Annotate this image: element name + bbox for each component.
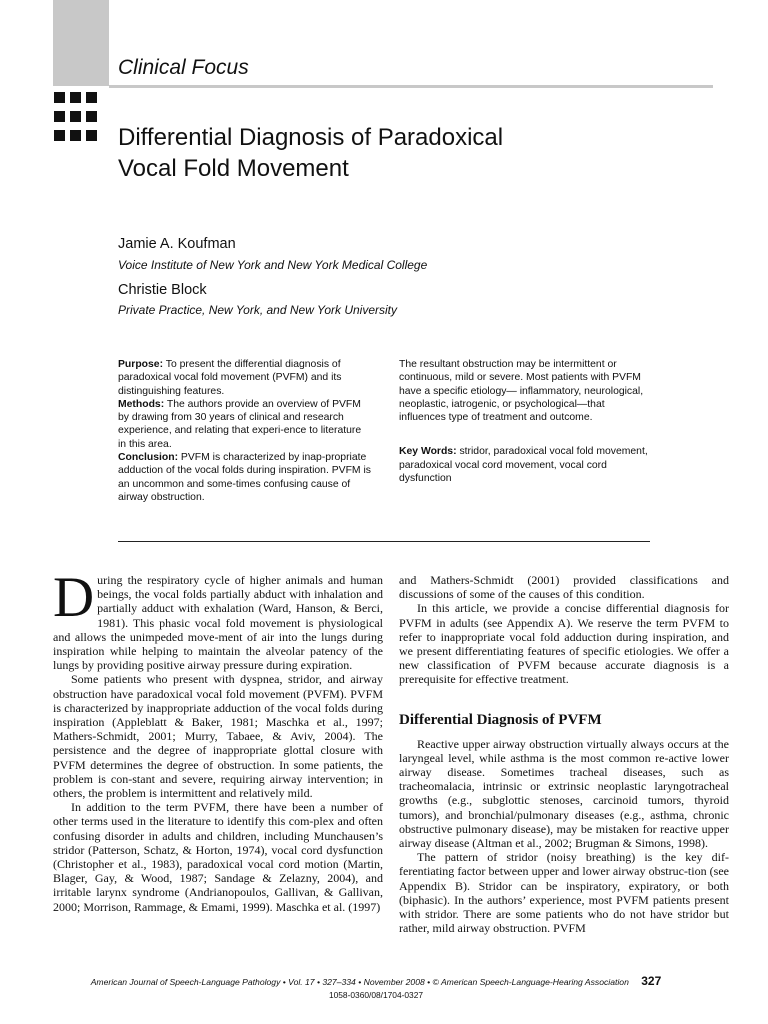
abstract-right [399,358,649,485]
body-paragraph: The pattern of stridor (noisy breathing) is the key dif-ferentiating factor between upper and lower airway obstruc-tion (see Appendix B). Stridor can be inspiratory, expiratory, or both (biphasic). In the authors’ experience, most PVFM patients present with stridor. There are some patients who do not have stridor but rather, mild airway obstruction. PVFM [399,850,729,936]
abstract-left [118,358,372,504]
author-affiliation: Private Practice, New York, and New York University [118,303,397,317]
title-line-2: Vocal Fold Movement [118,155,349,182]
body-paragraph: Some patients who present with dyspnea, stridor, and airway obstruction have paradoxical vocal fold movement (PVFM). PVFM is characterized by inappropriate adduction of the vocal folds during inspiration (Appleblatt & Baker, 1981; Maschka et al., 1997; Mathers-Schmidt, 2001; Murry, Tabaee, & Aviv, 2004). The persistence and the degree of inappropriate glottal closure with PVFM determines the degree of obstruction. In some patients, the problem is con-stant and severe, requiring airway intervention; in others, the problem is intermittent and relatively mild. [53,672,383,801]
section-label: Clinical Focus [118,56,249,79]
article-title [118,122,678,184]
body-column-left [53,566,383,914]
journal-citation: American Journal of Speech-Language Pathology • Vol. 17 • 327–334 • November 2008 • © American Speech-Language-Hearing Association [90,977,629,987]
footer-citation [40,974,712,988]
section-heading: Differential Diagnosis of PVFM [399,711,602,728]
header-gray-block [53,0,109,86]
author-name: Jamie A. Koufman [118,236,236,252]
footer-doi: 1058-0360/08/1704-0327 [328,990,424,1000]
methods-label: Methods: [118,398,165,410]
purpose-label: Purpose: [118,359,164,370]
drop-cap: D [53,566,95,629]
body-paragraph: During the respiratory cycle of higher animals and human beings, the vocal folds partially abduct with inhalation and partially adduct with exhalation (Ward, Hanson, & Berci, 1981). This phasic vocal fold movement is physiological and allows the unimpeded move-ment of air into the lungs during inspiration while helping to maintain the alveolar patency of the lungs by providing positive airway pressure during expiration. [53,566,383,673]
page-number: 327 [641,974,662,988]
title-line-1: Differential Diagnosis of Paradoxical [118,124,504,151]
abstract-methods [118,398,372,451]
conclusion-text: PVFM is characterized by inap-propriate adduction of the vocal folds during inspiration. PVFM is an uncommon and some-times confusing cause of airway obstruction. [118,452,371,503]
body-paragraph: Reactive upper airway obstruction virtually always occurs at the laryngeal level, while asthma is the most common re-active lower airway disease. Sometimes tracheal diseases, such as tracheomalacia, intrinsic or extrinsic neoplastic laryngotracheal growths (e.g., subglottic stenoses, carcinoid tumors, thyroid tumors), and bronchial/pulmonary diseases (e.g., asthma, chronic obstructive pulmonary disease), may be mistaken for reactive upper airway disease (Altman et al., 2002; Brugman & Simons, 1998). [399,736,729,851]
body-column-right [399,573,729,935]
methods-text: The authors provide an overview of PVFM by drawing from 30 years of clinical and research experience, and relating that experi-ence to literature in this area. [118,398,362,450]
abstract-conclusion [118,451,372,504]
header-rule [109,85,713,88]
purpose-text: To present the differential diagnosis of paradoxical vocal fold movement (PVFM) and its distinguishing features. [118,359,342,397]
abstract-divider [118,541,650,542]
author-name: Christie Block [118,282,207,298]
conclusion-label: Conclusion: [118,452,179,464]
body-paragraph: In this article, we provide a concise differential diagnosis for PVFM in adults (see Appendix A). We reserve the term PVFM to refer to inappropriate vocal fold adduction during inspiration, and we present differentiating features of specific etiologies. We offer a new classification of PVFM because accurate diagnosis is a prerequisite for effective treatment. [399,601,729,687]
abstract-continued: The resultant obstruction may be intermittent or continuous, mild or severe. Most patients with PVFM have a specific etiology— inflammatory, neurological, neoplastic, iatrogenic, or psychological—that influences type of treatment and outcome. [399,359,644,424]
body-paragraph: In addition to the term PVFM, there have been a number of other terms used in the literature to identify this com-plex and often confusing disorder in adults and children, including Munchausen’s stridor (Patterson, Schatz, & Horton, 1974), vocal cord dysfunction (Christopher et al., 1983), paradoxical vocal cord motion (Martin, Blager, Gay, & Wood, 1987; Sandage & Zelazny, 2004), and irritable larynx syndrome (Andrianopoulos, Gallivan, & Gallivan, 2000; Morrison, Rammage, & Emami, 1999). Maschka et al. (1997) [53,800,383,914]
abstract-purpose [118,358,372,398]
body-paragraph: and Mathers-Schmidt (2001) provided classifications and discussions of some of the causes of this condition. [399,573,729,602]
decorative-squares-icon [54,92,110,142]
keywords-label: Key Words: [399,446,457,458]
keywords-text: stridor, paradoxical vocal fold movement, paradoxical vocal cord movement, vocal cord dysfunction [399,446,648,485]
abstract-keywords [399,445,649,485]
author-affiliation: Voice Institute of New York and New York Medical College [118,258,428,272]
